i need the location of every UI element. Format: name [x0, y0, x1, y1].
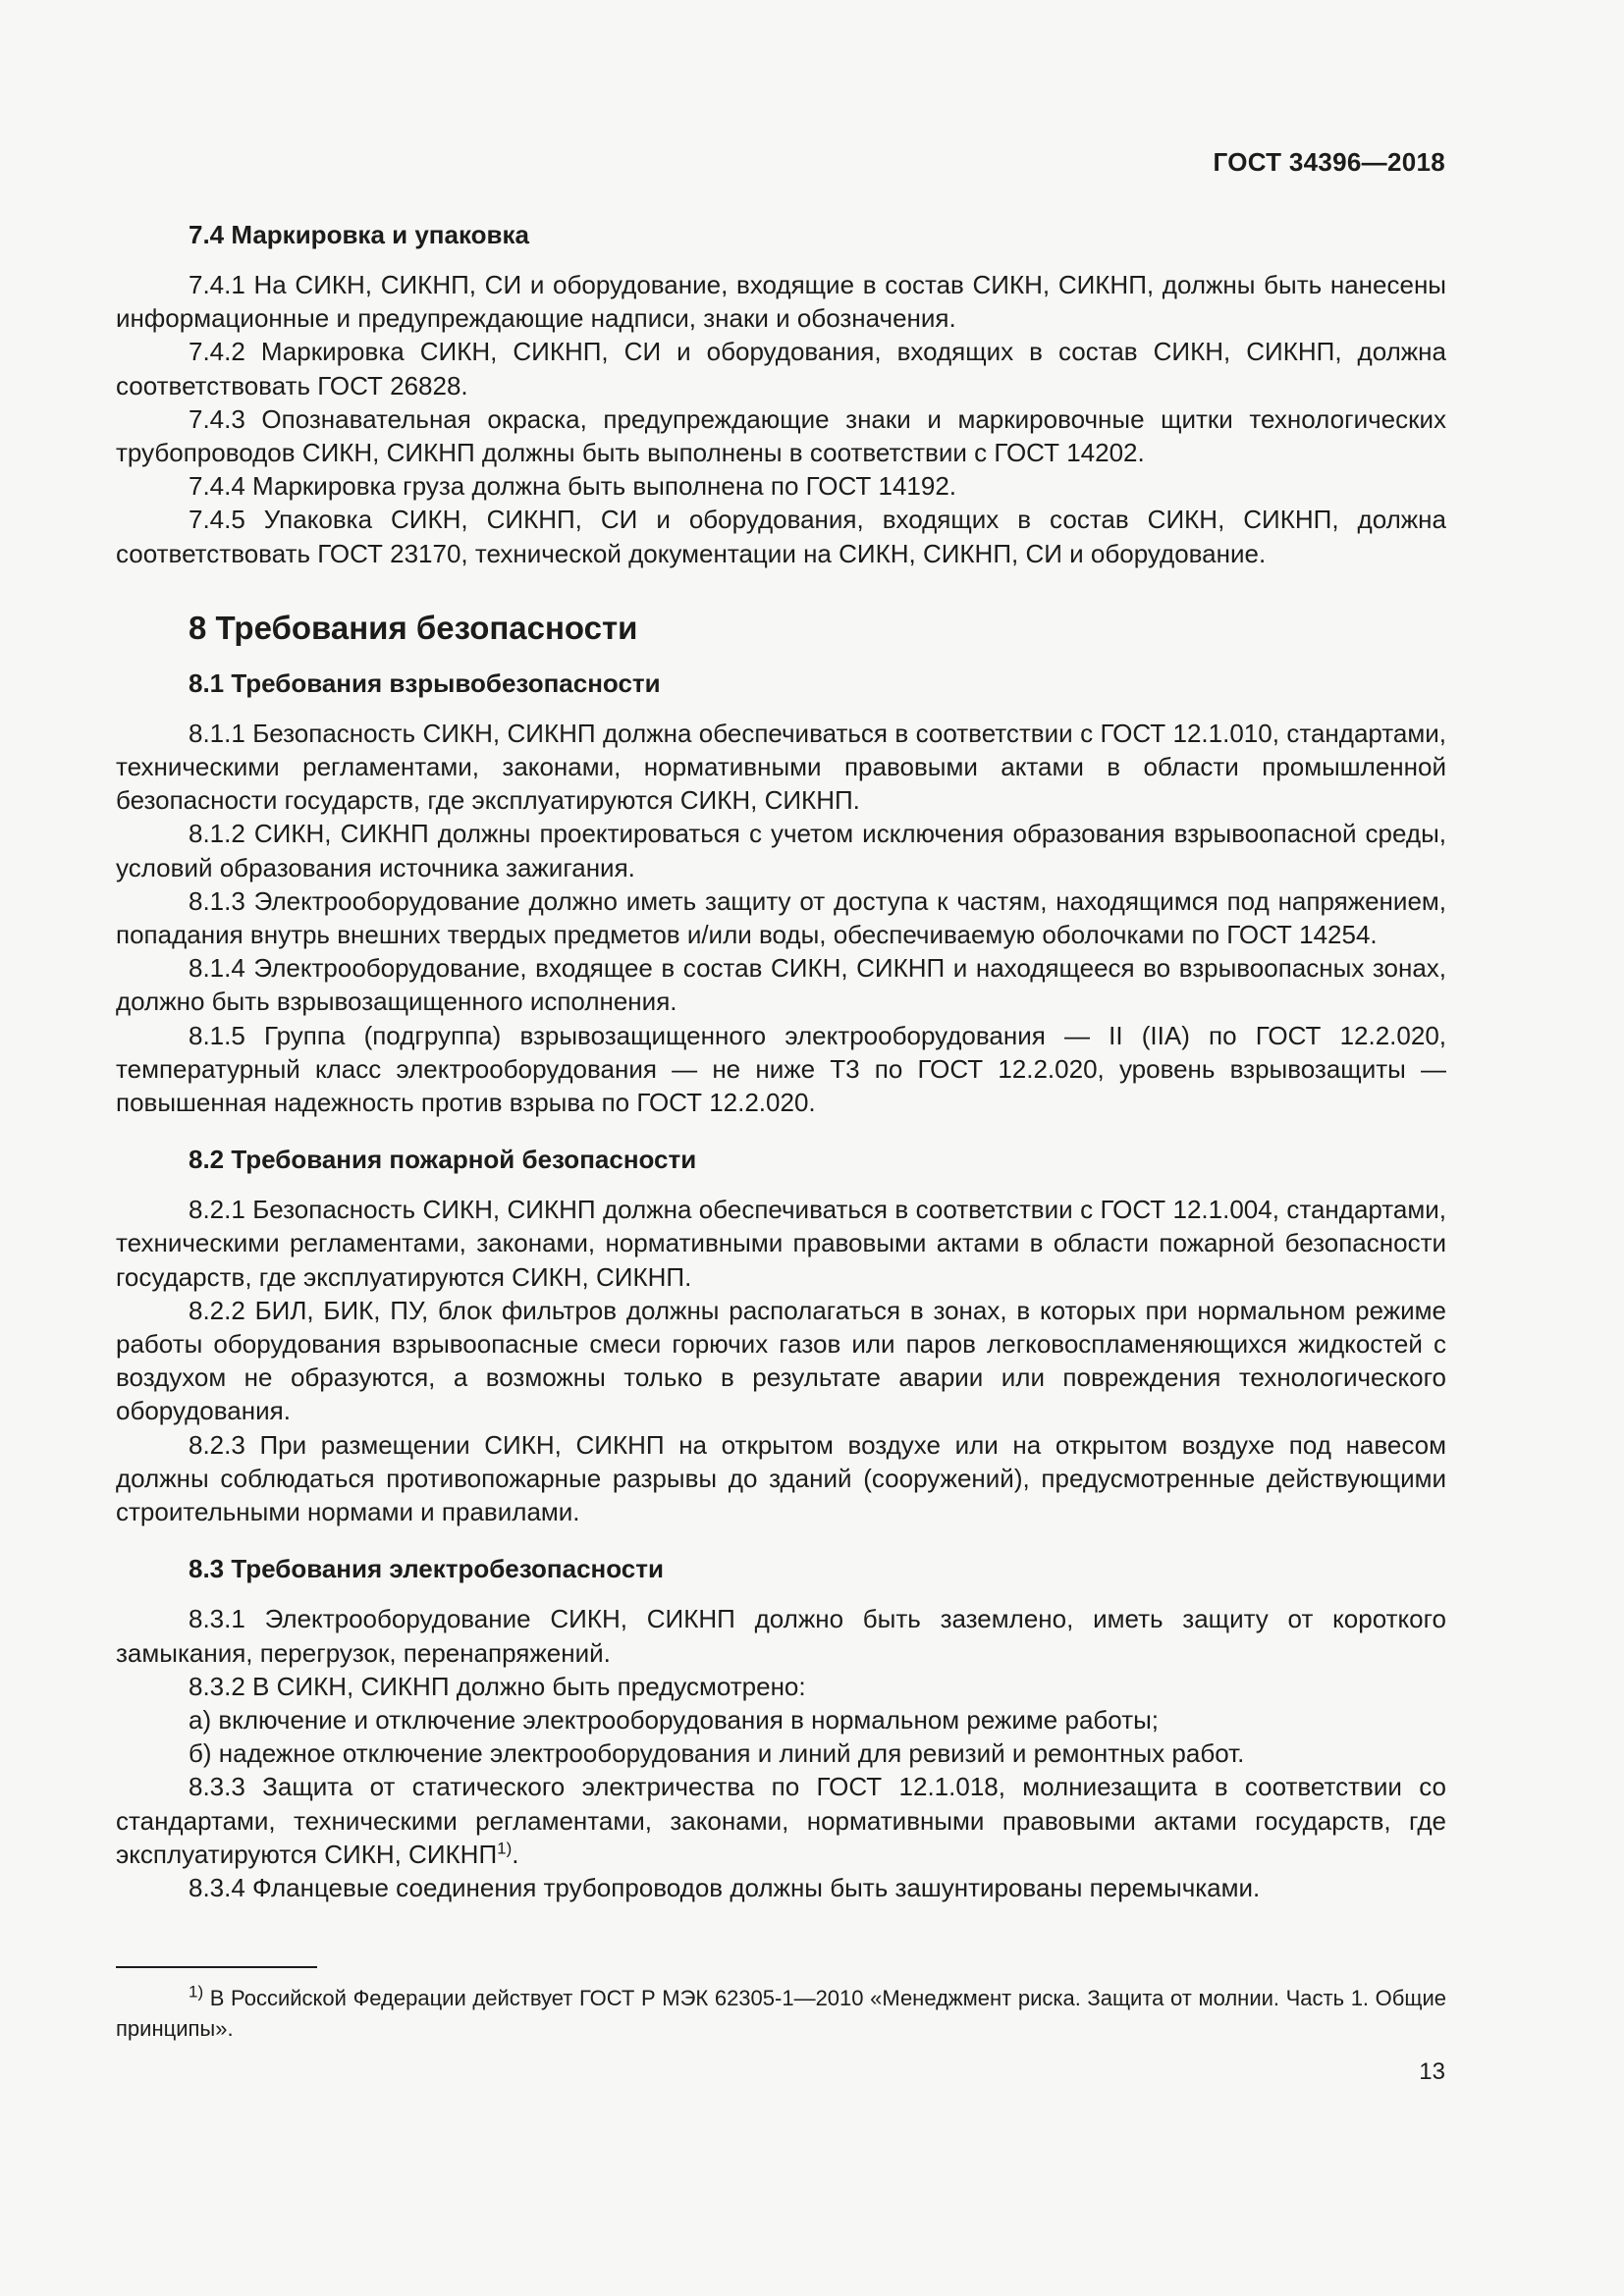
clause-8-2-2: 8.2.2 БИЛ, БИК, ПУ, блок фильтров должны располагаться в зонах, в которых при нормальном режиме работы оборудования взрывоопасные смеси горючих газов или паров легковоспламеняющихся жидкостей с воздухом не образуются, а возможны только в результате аварии или повреждения технологического оборудования.: [116, 1295, 1446, 1426]
footnote-text: В Российской Федерации действует ГОСТ Р МЭК 62305-1—2010 «Менеджмент риска. Защита от молнии. Часть 1. Общие принципы».: [116, 1986, 1446, 2041]
section-title-8: 8 Требования безопасности: [189, 609, 638, 646]
clause-8-3-1: 8.3.1 Электрооборудование СИКН, СИКНП должно быть заземлено, иметь защиту от короткого замыкания, перегрузок, перенапряжений.: [116, 1604, 1446, 1668]
clause-8-2-1: 8.2.1 Безопасность СИКН, СИКНП должна обеспечиваться в соответствии с ГОСТ 12.1.004, стандартами, техническими регламентами, законами, нормативными правовыми актами в области пожарной безопасности государств, где эксплуатируются СИКН, СИКНП.: [116, 1195, 1446, 1292]
clause-8-1-1: 8.1.1 Безопасность СИКН, СИКНП должна обеспечиваться в соответствии с ГОСТ 12.1.010, стандартами, техническими регламентами, законами, нормативными правовыми актами в области промышленной безопасности государств, где эксплуатируются СИКН, СИКНП.: [116, 718, 1446, 816]
list-item-b: б) надежное отключение электрооборудования и линий для ревизий и ремонтных работ.: [189, 1738, 1245, 1769]
clause-8-3-3: [116, 1770, 1446, 1871]
footnote-divider: [116, 1966, 317, 1968]
clause-7-4-3: 7.4.3 Опознавательная окраска, предупреждающие знаки и маркировочные щитки технологических трубопроводов СИКН, СИКНП должны быть выполнены в соответствии с ГОСТ 14202.: [116, 403, 1446, 468]
clause-8-2-3: 8.2.3 При размещении СИКН, СИКНП на открытом воздухе или на открытом воздухе под навесом должны соблюдаться противопожарные разрывы до зданий (сооружений), предусмотренные действующими строительными нормами и правилами.: [116, 1429, 1446, 1527]
subsection-title-8-3: 8.3 Требования электробезопасности: [189, 1554, 664, 1584]
clause-8-1-3: 8.1.3 Электрооборудование должно иметь защиту от доступа к частям, находящимся под напряжением, попадания внутрь внешних твердых предметов и/или воды, обеспечиваемую оболочками по ГОСТ 14254.: [116, 885, 1446, 950]
footnote: [116, 1983, 1446, 2044]
clause-8-3-4: 8.3.4 Фланцевые соединения трубопроводов должны быть зашунтированы перемычками.: [189, 1872, 1261, 1902]
clause-7-4-2: 7.4.2 Маркировка СИКН, СИКНП, СИ и оборудования, входящих в состав СИКН, СИКНП, должна соответствовать ГОСТ 26828.: [116, 337, 1446, 400]
clause-8-3-2: 8.3.2 В СИКН, СИКНП должно быть предусмотрено:: [189, 1671, 806, 1701]
clause-7-4-5: 7.4.5 Упаковка СИКН, СИКНП, СИ и оборудования, входящих в состав СИКН, СИКНП, должна соответствовать ГОСТ 23170, технической документации на СИКН, СИКНП, СИ и оборудование.: [116, 505, 1446, 568]
subsection-title-8-1: 8.1 Требования взрывобезопасности: [189, 667, 661, 698]
clause-7-4-1: 7.4.1 На СИКН, СИКНП, СИ и оборудование, входящие в состав СИКН, СИКНП, должны быть нанесены информационные и предупреждающие надписи, знаки и обозначения.: [116, 270, 1446, 334]
clause-8-1-2: 8.1.2 СИКН, СИКНП должны проектироваться с учетом исключения образования взрывоопасной среды, условий образования источника зажигания.: [116, 819, 1446, 882]
clause-8-3-3-text: 8.3.3 Защита от статического электричества по ГОСТ 12.1.018, молниезащита в соответствии со стандартами, техническими регламентами, законами, нормативными правовыми актами государств, где эксплуатируются СИКН, СИКНП: [116, 1772, 1446, 1869]
clause-7-4-4: 7.4.4 Маркировка груза должна быть выполнена по ГОСТ 14192.: [189, 471, 957, 502]
clause-8-3-3-end: .: [512, 1839, 519, 1869]
subsection-title-7-4: 7.4 Маркировка и упаковка: [189, 220, 529, 249]
page-body: [116, 220, 1446, 1904]
clause-8-1-4: 8.1.4 Электрооборудование, входящее в состав СИКН, СИКНП и находящееся во взрывоопасных зонах, должно быть взрывозащищенного исполнения.: [116, 953, 1446, 1017]
document-code: ГОСТ 34396—2018: [1213, 147, 1445, 177]
subsection-title-8-2: 8.2 Требования пожарной безопасности: [189, 1145, 697, 1175]
footnote-ref: 1): [497, 1839, 513, 1858]
footnote-marker: 1): [189, 1982, 204, 2002]
list-item-a: а) включение и отключение электрооборудования в нормальном режиме работы;: [189, 1704, 1160, 1735]
page-number: 13: [1419, 2058, 1445, 2085]
clause-8-1-5: 8.1.5 Группа (подгруппа) взрывозащищенного электрооборудования — II (IIA) по ГОСТ 12.2.020, температурный класс электрооборудования — не ниже Т3 по ГОСТ 12.2.020, уровень взрывозащиты — повышенная надежность против взрыва по ГОСТ 12.2.020.: [116, 1020, 1446, 1118]
